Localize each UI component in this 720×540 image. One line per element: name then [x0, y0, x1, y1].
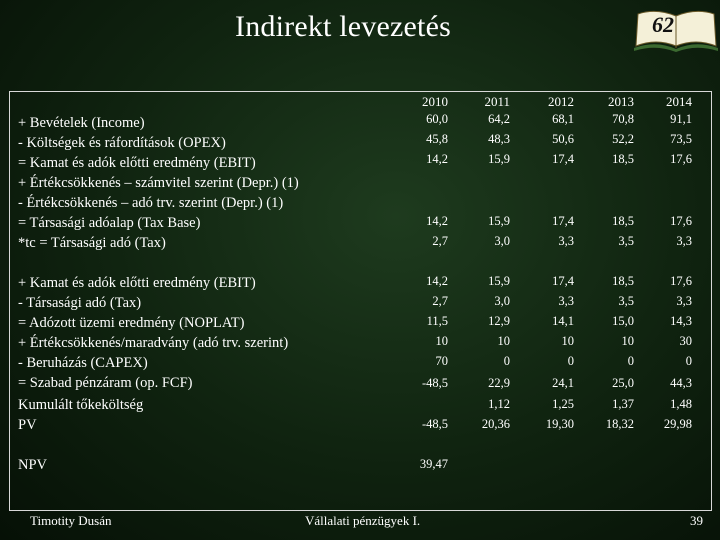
table-cell: 0	[503, 354, 510, 368]
row-label: - Társasági adó (Tax)	[18, 295, 142, 311]
table-cell: 60,0	[426, 112, 448, 126]
table-cell: -48,5	[421, 417, 448, 431]
table-cell: 3,3	[676, 294, 692, 308]
table-cell: 70,8	[612, 112, 634, 126]
table-cell: 0	[567, 354, 574, 368]
table-cell: 30	[679, 334, 692, 348]
table-cell: 52,2	[612, 132, 634, 146]
table-cell: 10	[561, 334, 574, 348]
table-cell: 44,3	[670, 376, 692, 390]
table-cell: 12,9	[488, 314, 510, 328]
footer-page-number: 39	[690, 513, 703, 528]
table-cell: 17,6	[670, 214, 692, 228]
slide-badge: 62	[652, 12, 674, 37]
table-cell: 22,9	[488, 376, 510, 390]
row-label: NPV	[18, 457, 48, 473]
table-cell: 17,6	[670, 274, 692, 288]
year-header-2014: 2014	[666, 94, 692, 109]
table-cell: 91,1	[670, 112, 692, 126]
year-header-2013: 2013	[608, 94, 634, 109]
table-cell: 15,9	[488, 214, 510, 228]
table-cell: 10	[435, 334, 448, 348]
table-cell: 50,6	[552, 132, 574, 146]
table-cell: 68,1	[552, 112, 574, 126]
table-cell: 0	[627, 354, 634, 368]
table-cell: 45,8	[426, 132, 448, 146]
row-label: = Szabad pénzáram (op. FCF)	[18, 375, 193, 391]
year-header-2011: 2011	[484, 94, 510, 109]
table-cell: 11,5	[426, 314, 448, 328]
table-cell: 14,2	[426, 152, 448, 166]
table-cell: 20,36	[481, 417, 510, 431]
footer-course: Vállalati pénzügyek I.	[305, 513, 421, 528]
table-cell: 17,4	[552, 274, 574, 288]
table-cell: 14,3	[670, 314, 692, 328]
table-cell: 14,1	[552, 314, 574, 328]
table-cell: 15,9	[488, 274, 510, 288]
table-cell: -48,5	[421, 376, 448, 390]
table-cell: 2,7	[432, 234, 448, 248]
table-cell: 17,4	[552, 152, 574, 166]
table-cell: 19,30	[545, 417, 574, 431]
table-cell: 17,4	[552, 214, 574, 228]
table-cell: 17,6	[670, 152, 692, 166]
table-cell: 48,3	[488, 132, 510, 146]
row-label: + Értékcsökkenés – számvitel szerint (Depr.) (1)	[18, 175, 299, 191]
table-cell: 1,37	[612, 397, 634, 411]
table-cell: 1,25	[552, 397, 574, 411]
table-cell: 14,2	[426, 214, 448, 228]
table-cell: 14,2	[426, 274, 448, 288]
table-cell: 1,48	[670, 397, 692, 411]
table-cell: 25,0	[612, 376, 634, 390]
table-cell: 0	[685, 354, 692, 368]
table-cell: 70	[435, 354, 448, 368]
table-cell: 3,5	[618, 294, 634, 308]
table-cell: 18,5	[612, 214, 634, 228]
table-cell: 15,0	[612, 314, 634, 328]
book-icon	[632, 2, 720, 52]
year-header-2012: 2012	[548, 94, 574, 109]
table-cell: 18,5	[612, 274, 634, 288]
row-label: *tc = Társasági adó (Tax)	[18, 235, 166, 251]
row-label: + Értékcsökkenés/maradvány (adó trv. szerint)	[18, 335, 289, 351]
table-cell: 18,5	[612, 152, 634, 166]
slide-title: Indirekt levezetés	[235, 10, 451, 43]
row-label: + Bevételek (Income)	[18, 115, 145, 131]
table-cell: 64,2	[488, 112, 510, 126]
row-label: - Költségek és ráfordítások (OPEX)	[18, 135, 226, 151]
table-cell: 18,32	[605, 417, 634, 431]
row-label: = Adózott üzemi eredmény (NOPLAT)	[18, 315, 245, 331]
table-cell: 3,5	[618, 234, 634, 248]
table-cell: 10	[497, 334, 510, 348]
row-label: - Beruházás (CAPEX)	[18, 355, 148, 371]
row-label: = Kamat és adók előtti eredmény (EBIT)	[18, 155, 256, 171]
table-cell: 29,98	[663, 417, 692, 431]
table-cell: 2,7	[432, 294, 448, 308]
table-cell: 1,12	[488, 397, 510, 411]
table-cell: 3,3	[676, 234, 692, 248]
table-cell: 3,3	[558, 234, 574, 248]
table-cell: 39,47	[419, 457, 448, 471]
table-cell: 3,0	[494, 234, 510, 248]
table-cell: 3,3	[558, 294, 574, 308]
row-label: Kumulált tőkeköltség	[18, 397, 144, 413]
table-cell: 15,9	[488, 152, 510, 166]
table-cell: 73,5	[670, 132, 692, 146]
table-cell: 3,0	[494, 294, 510, 308]
table-cell: 10	[621, 334, 634, 348]
row-label: + Kamat és adók előtti eredmény (EBIT)	[18, 275, 256, 291]
footer-author: Timotity Dusán	[30, 513, 112, 528]
year-header-2010: 2010	[422, 94, 448, 109]
row-label: PV	[18, 417, 37, 433]
row-label: = Társasági adóalap (Tax Base)	[18, 215, 201, 231]
table-cell: 24,1	[552, 376, 574, 390]
row-label: - Értékcsökkenés – adó trv. szerint (Depr.) (1)	[18, 195, 284, 211]
